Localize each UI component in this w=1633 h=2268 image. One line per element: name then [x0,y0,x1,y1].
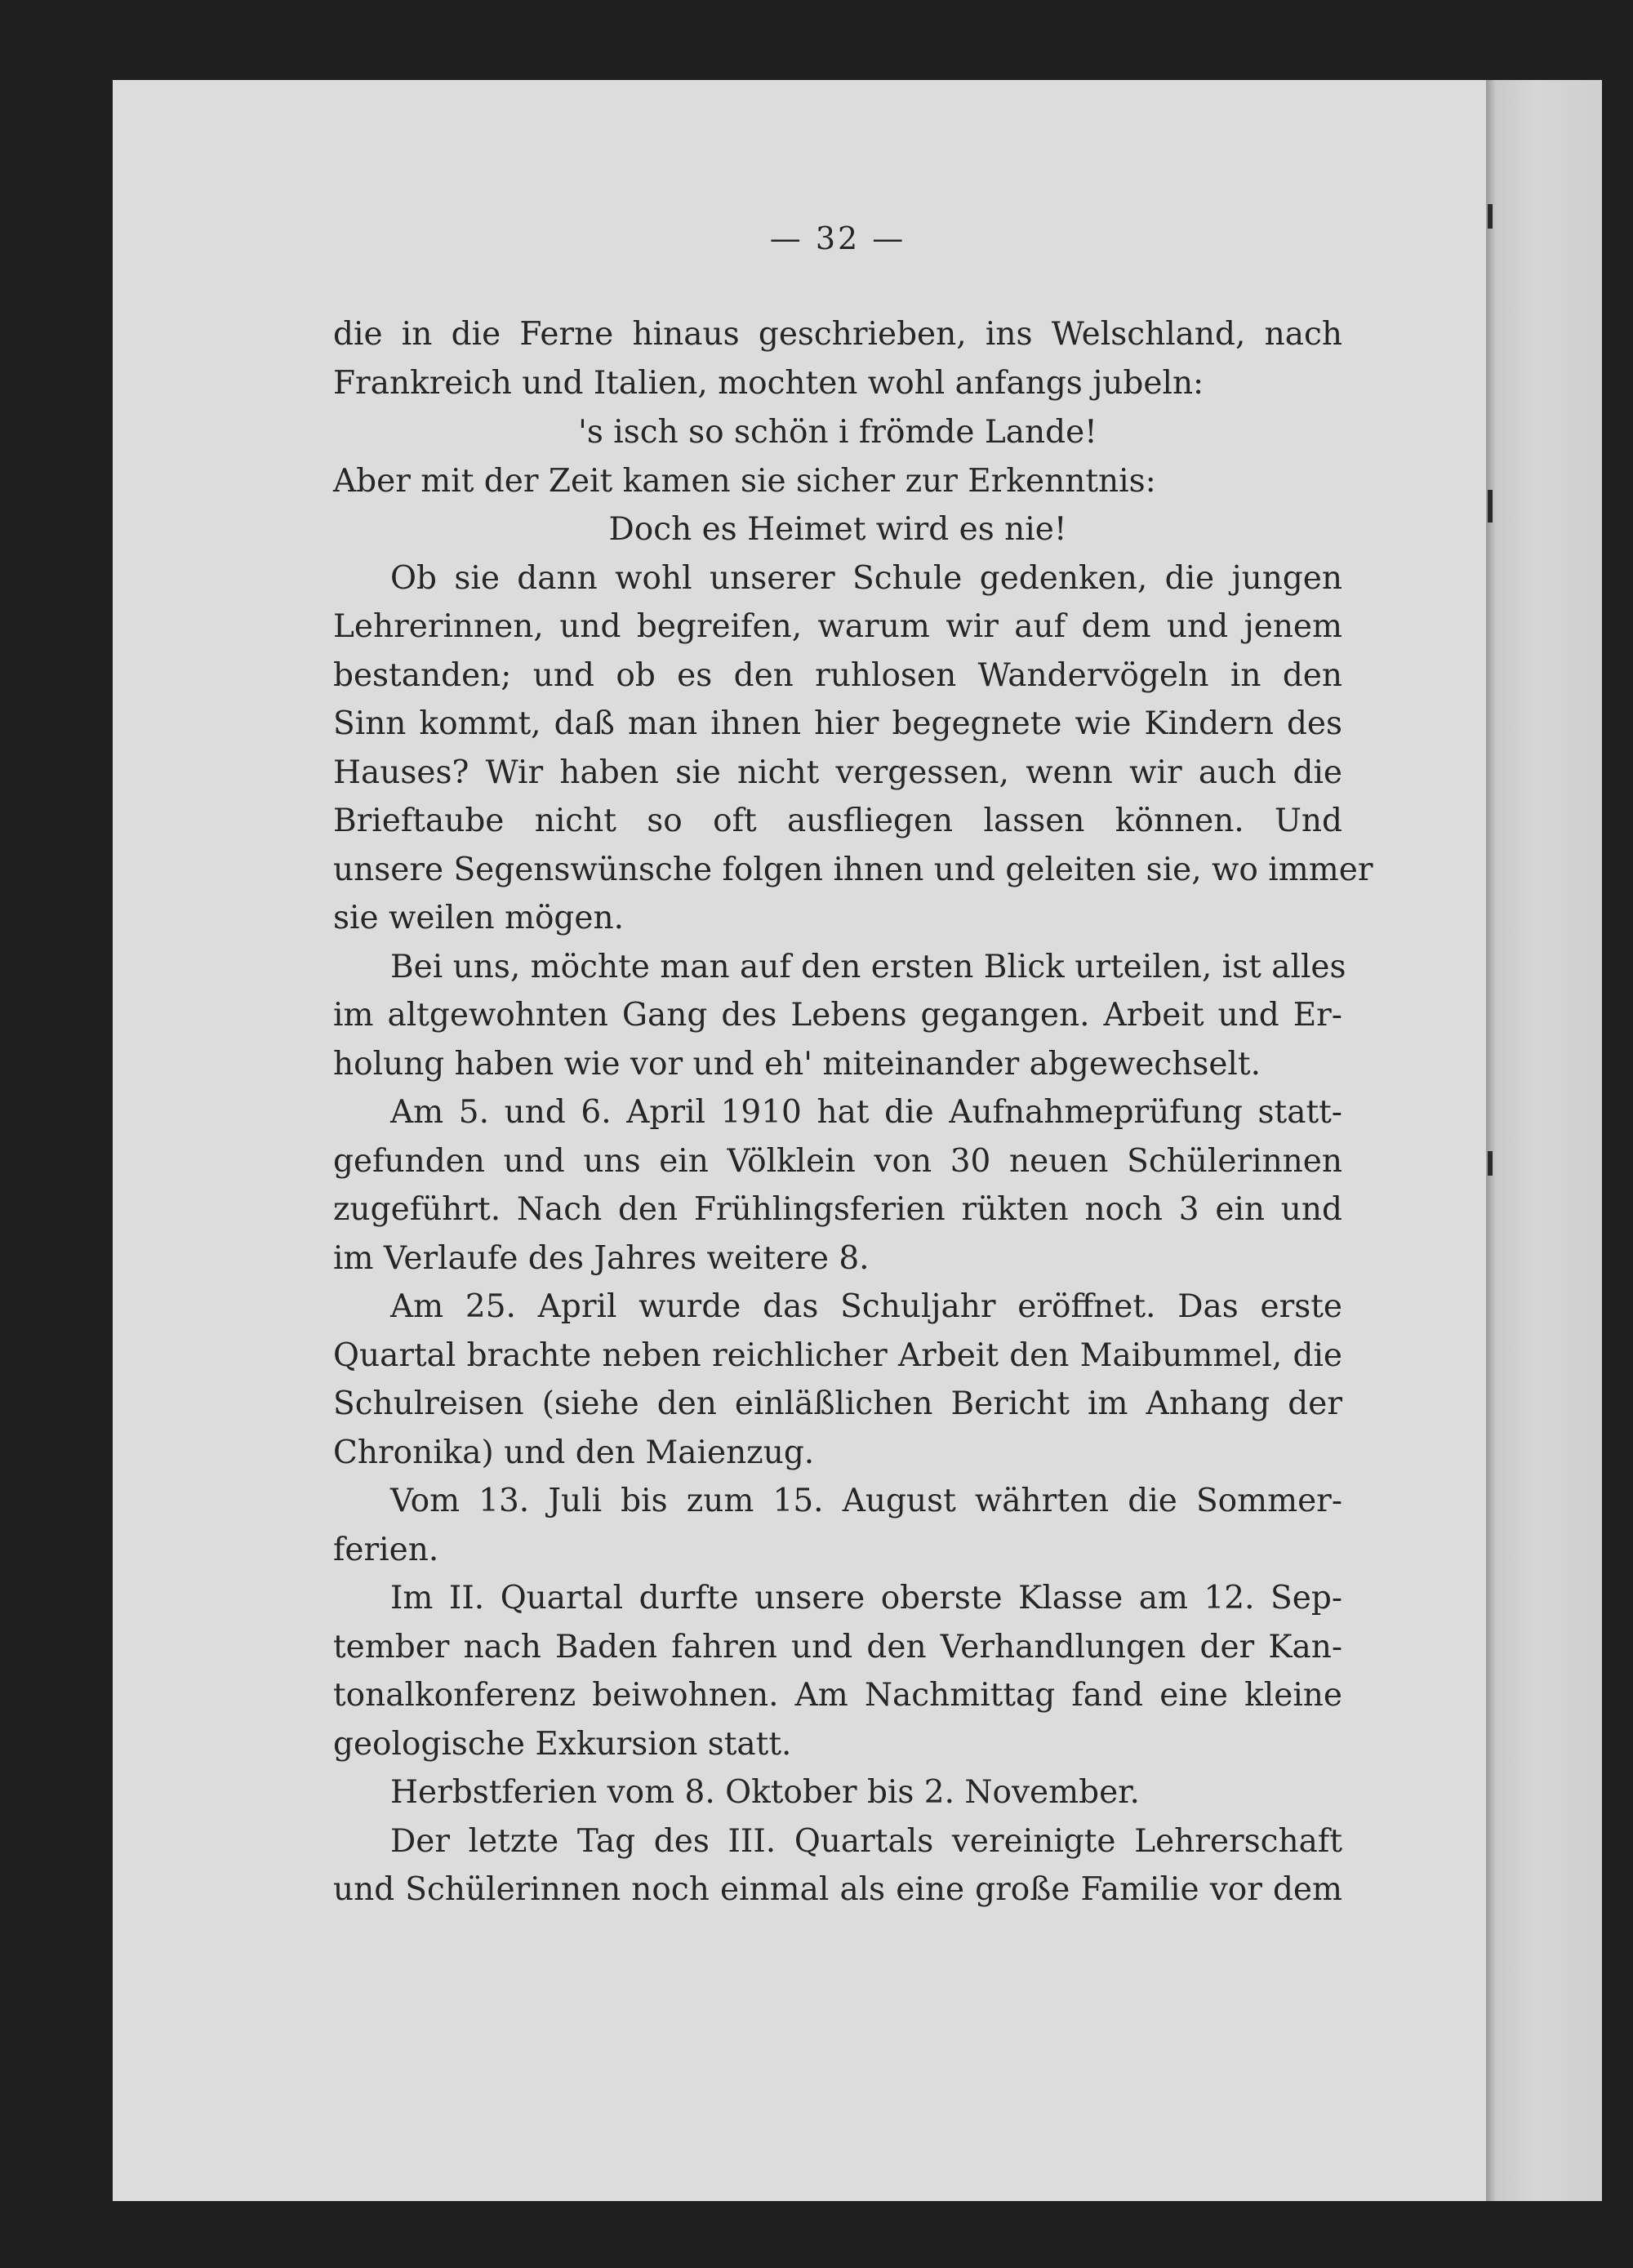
text-line: Quartal brachte neben reichlicher Arbeit den Maibummel, die [333,1337,1342,1374]
text-line: und Schülerinnen noch einmal als eine große Familie vor dem [333,1871,1342,1908]
text-line: zugeführt. Nach den Frühlingsferien rükten noch 3 ein und [333,1191,1342,1228]
paragraph-first-line: Herbstferien vom 8. Oktober bis 2. November. [390,1774,1140,1811]
paragraph-first-line: Im II. Quartal durfte unsere oberste Klasse am 12. Sep- [390,1580,1342,1617]
text-line: unsere Segenswünsche folgen ihnen und geleiten sie, wo immer [333,852,1373,888]
text-line: Frankreich und Italien, mochten wohl anfangs jubeln: [333,365,1204,402]
gutter-mark [1488,204,1493,229]
paragraph-first-line: Der letzte Tag des III. Quartals vereinigte Lehrerschaft [390,1823,1342,1860]
text-line: ferien. [333,1532,439,1568]
quote-line: Doch es Heimet wird es nie! [608,511,1067,548]
quote-line: 's isch so schön i frömde Lande! [578,414,1097,451]
text-line: im Verlaufe des Jahres weitere 8. [333,1240,870,1277]
text-line: bestanden; und ob es den ruhlosen Wandervögeln in den [333,657,1342,694]
paragraph-first-line: Ob sie dann wohl unserer Schule gedenken, die jungen [390,560,1342,597]
paragraph-first-line: Am 5. und 6. April 1910 hat die Aufnahmeprüfung statt- [390,1094,1342,1131]
text-line: Chronika) und den Maienzug. [333,1434,815,1471]
text-line: tonalkonferenz beiwohnen. Am Nachmittag fand eine kleine [333,1677,1342,1714]
text-line: sie weilen mögen. [333,900,624,936]
text-line: Brieftaube nicht so oft ausfliegen lassen können. Und [333,803,1342,839]
text-line: holung haben wie vor und eh' miteinander abgewechselt. [333,1046,1261,1083]
gutter-mark [1488,490,1493,523]
paragraph-first-line: Vom 13. Juli bis zum 15. August währten die Sommer- [390,1483,1342,1519]
text-line: Lehrerinnen, und begreifen, warum wir auf dem und jenem [333,608,1342,645]
text-line: Sinn kommt, daß man ihnen hier begegnete wie Kindern des [333,705,1342,742]
text-line: Hauses? Wir haben sie nicht vergessen, wenn wir auch die [333,754,1342,791]
paragraph-first-line: Am 25. April wurde das Schuljahr eröffnet. Das erste [390,1288,1342,1325]
text-line: gefunden und uns ein Völklein von 30 neuen Schülerinnen [333,1143,1342,1180]
paragraph-first-line: Bei uns, möchte man auf den ersten Blick urteilen, ist alles [390,949,1346,985]
text-line: geologische Exkursion statt. [333,1726,792,1763]
adjacent-page-edge [1486,80,1602,2201]
text-line: die in die Ferne hinaus geschrieben, ins Welschland, nach [333,316,1342,353]
page-number: — 32 — [769,220,906,256]
gutter-mark [1488,1151,1493,1176]
text-line: im altgewohnten Gang des Lebens gegangen. Arbeit und Er- [333,997,1342,1034]
text-line: tember nach Baden fahren und den Verhandlungen der Kan- [333,1629,1342,1665]
text-line: Schulreisen (siehe den einläßlichen Bericht im Anhang der [333,1385,1342,1422]
text-line: Aber mit der Zeit kamen sie sicher zur Erkenntnis: [333,463,1156,500]
